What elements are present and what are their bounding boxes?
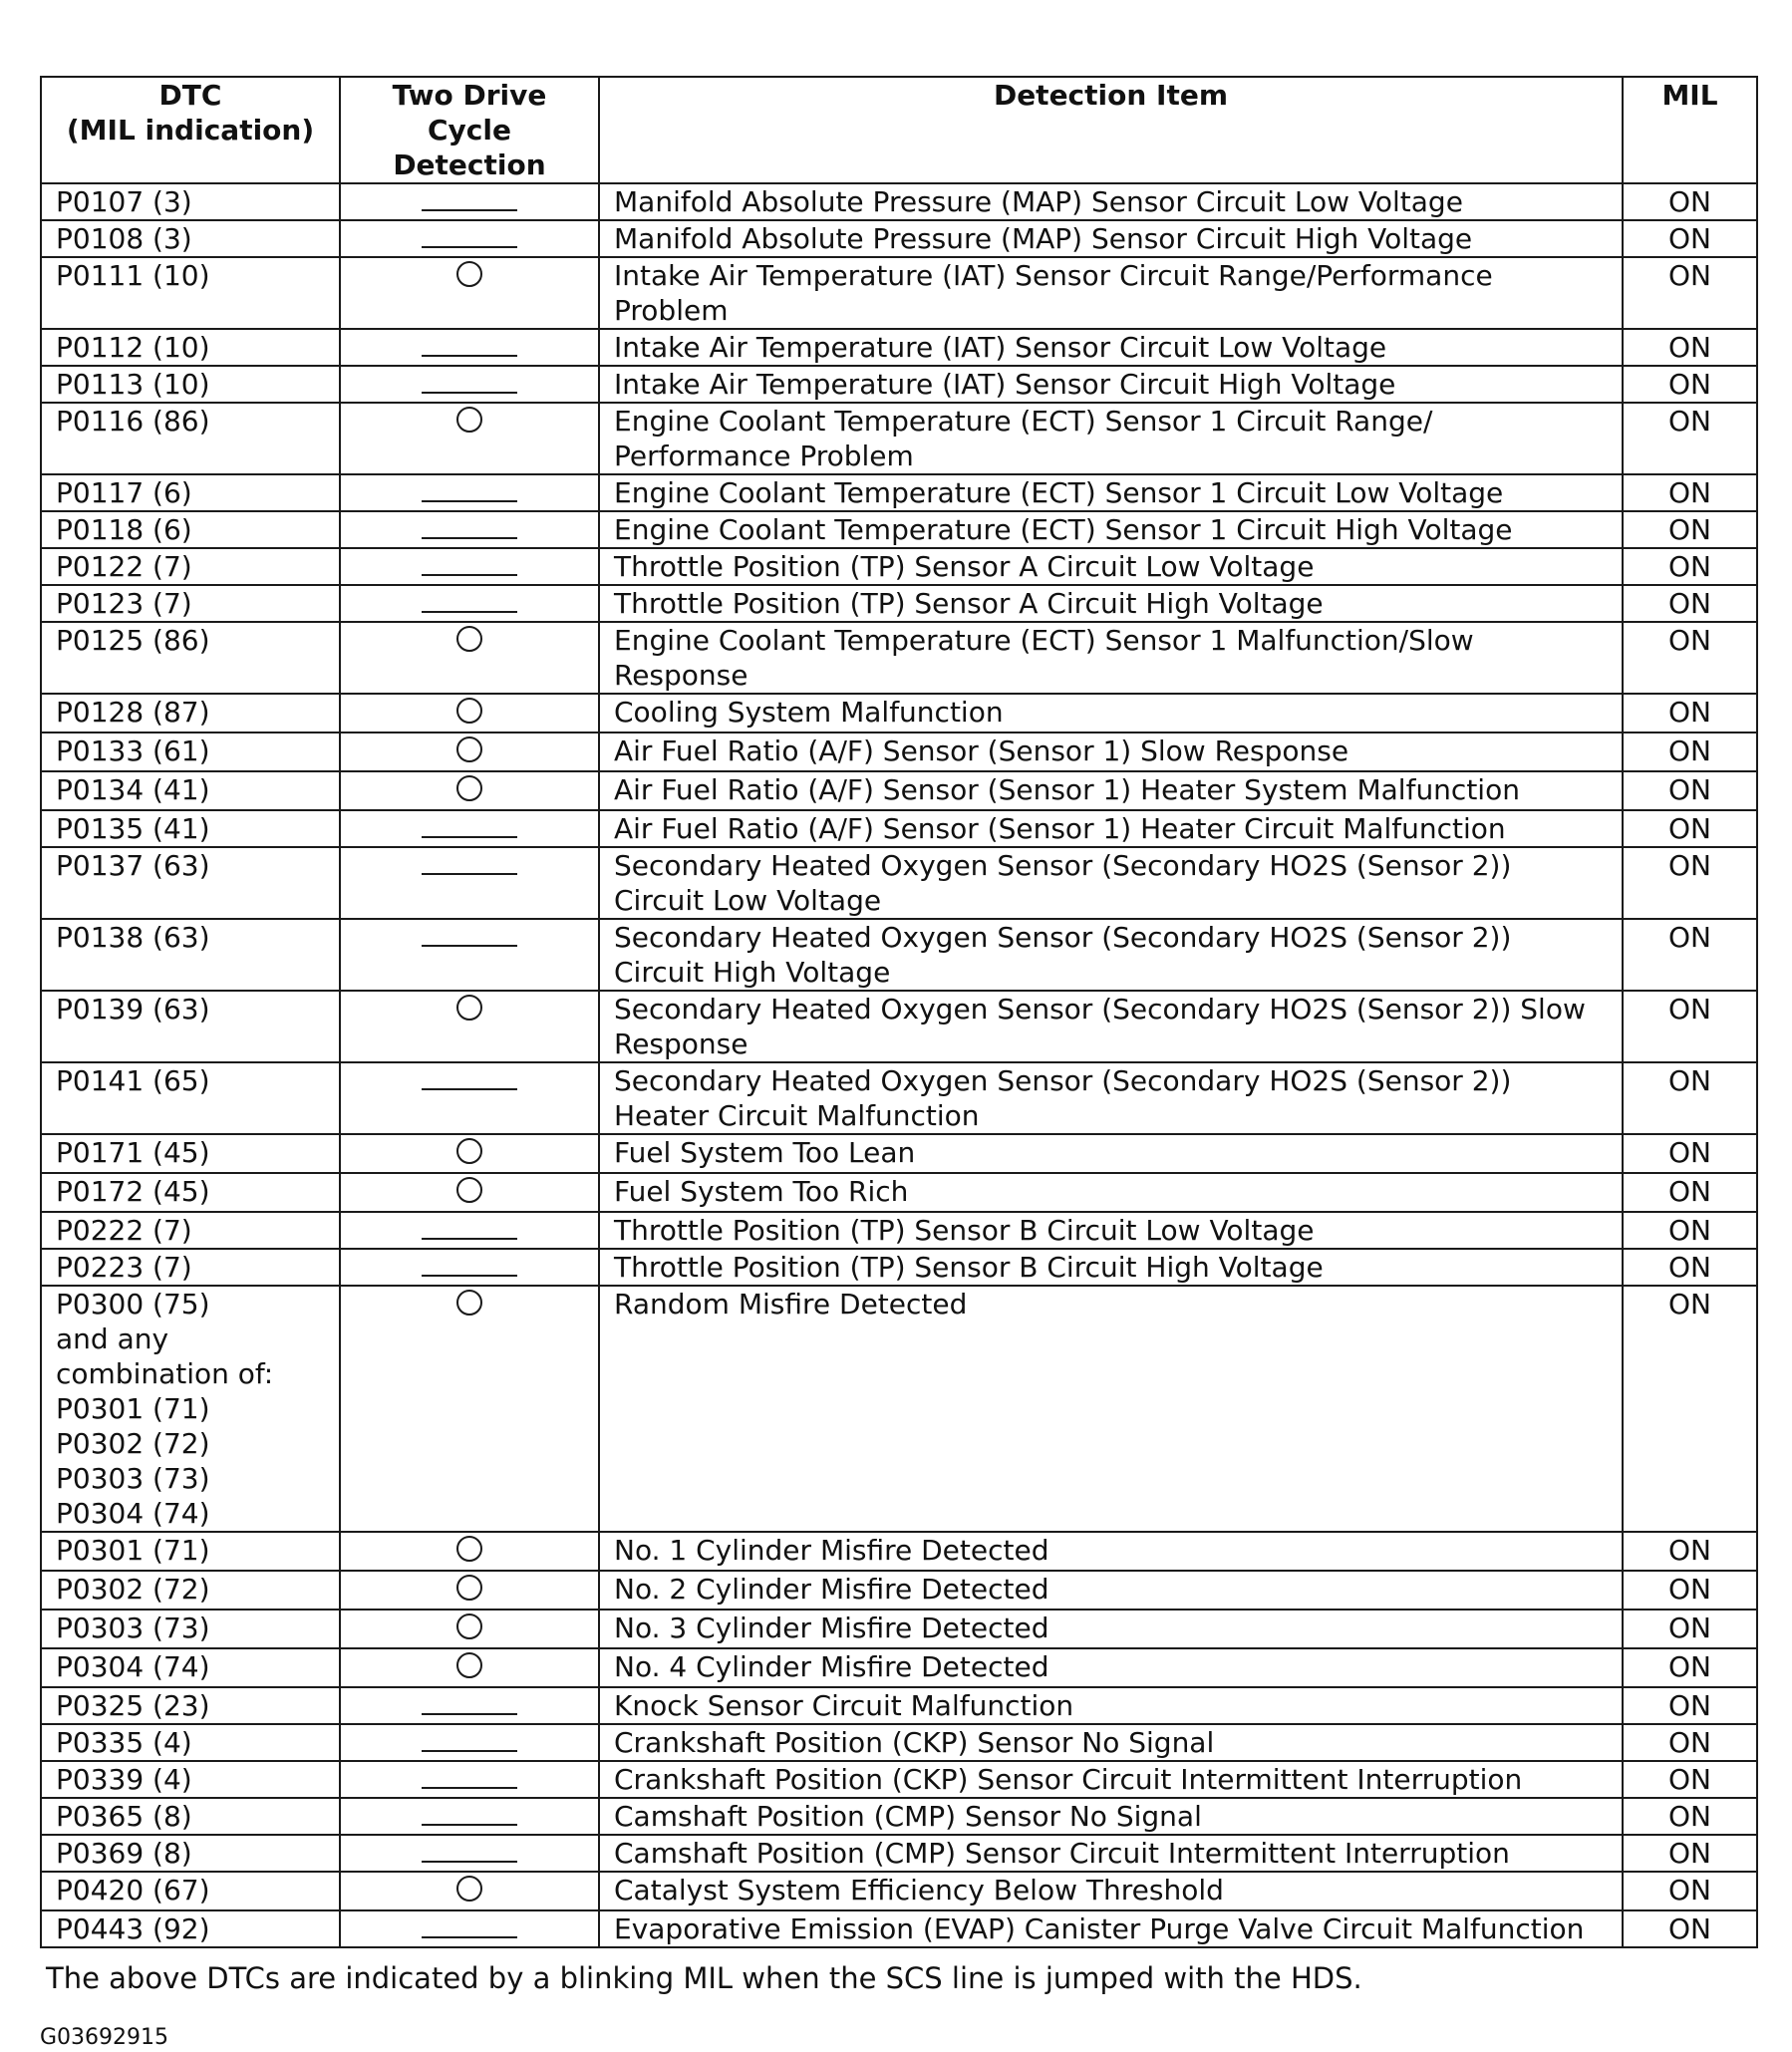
dtc-code: P0302 (72) xyxy=(56,1427,210,1460)
mil-cell: ON xyxy=(1623,1571,1757,1610)
circle-mark-icon xyxy=(456,1138,482,1164)
dtc-code: P0137 (63) xyxy=(56,849,210,882)
mil-cell: ON xyxy=(1623,1532,1757,1571)
dash-mark-icon xyxy=(422,1824,517,1826)
mil-cell: ON xyxy=(1623,329,1757,366)
dash-mark-icon xyxy=(422,1787,517,1789)
table-header-row xyxy=(41,77,1757,183)
dtc-cell xyxy=(41,1062,340,1134)
mil-cell: ON xyxy=(1623,1835,1757,1872)
table-row xyxy=(41,810,1757,847)
two-drive-cycle-cell xyxy=(340,548,599,585)
dtc-code: P0111 (10) xyxy=(56,259,210,292)
table-row xyxy=(41,1286,1757,1532)
dash-mark-icon xyxy=(422,1275,517,1277)
dash-mark-icon xyxy=(422,209,517,211)
mil-cell: ON xyxy=(1623,585,1757,622)
table-row xyxy=(41,1532,1757,1571)
dtc-cell xyxy=(41,1173,340,1212)
detection-item-cell: No. 1 Cylinder Misfire Detected xyxy=(599,1532,1623,1571)
circle-mark-icon xyxy=(456,1575,482,1601)
two-drive-cycle-cell xyxy=(340,1872,599,1910)
dtc-cell xyxy=(41,1249,340,1286)
two-drive-cycle-cell xyxy=(340,1798,599,1835)
header-dtc xyxy=(41,77,340,183)
two-drive-cycle-cell xyxy=(340,810,599,847)
table-row xyxy=(41,733,1757,771)
detection-item-cell: Air Fuel Ratio (A/F) Sensor (Sensor 1) Heater System Malfunction xyxy=(599,771,1623,810)
detection-item-cell: Air Fuel Ratio (A/F) Sensor (Sensor 1) Slow Response xyxy=(599,733,1623,771)
dtc-cell xyxy=(41,183,340,220)
two-drive-cycle-cell xyxy=(340,1761,599,1798)
table-row xyxy=(41,1724,1757,1761)
detection-item-cell: Engine Coolant Temperature (ECT) Sensor 1 Malfunction/Slow Response xyxy=(599,622,1623,694)
dash-mark-icon xyxy=(422,611,517,613)
dtc-code: P0128 (87) xyxy=(56,696,210,729)
mil-cell: ON xyxy=(1623,403,1757,474)
dash-mark-icon xyxy=(422,1238,517,1240)
table-row xyxy=(41,1249,1757,1286)
dash-mark-icon xyxy=(422,1713,517,1715)
table-row xyxy=(41,847,1757,919)
dash-mark-icon xyxy=(422,945,517,947)
detection-item-cell: Throttle Position (TP) Sensor A Circuit Low Voltage xyxy=(599,548,1623,585)
dtc-code: P0117 (6) xyxy=(56,476,192,509)
two-drive-cycle-cell xyxy=(340,1062,599,1134)
two-drive-cycle-cell xyxy=(340,1286,599,1532)
mil-cell: ON xyxy=(1623,511,1757,548)
detection-item-cell: Crankshaft Position (CKP) Sensor Circuit Intermittent Interruption xyxy=(599,1761,1623,1798)
dtc-cell xyxy=(41,991,340,1062)
dtc-code: P0112 (10) xyxy=(56,331,210,364)
mil-cell: ON xyxy=(1623,1648,1757,1687)
detection-item-cell: Intake Air Temperature (IAT) Sensor Circuit Low Voltage xyxy=(599,329,1623,366)
dtc-code: P0172 (45) xyxy=(56,1175,210,1208)
dash-mark-icon xyxy=(422,836,517,838)
table-row xyxy=(41,257,1757,329)
dtc-code: P0222 (7) xyxy=(56,1214,192,1247)
dtc-cell xyxy=(41,1212,340,1249)
two-drive-cycle-cell xyxy=(340,1134,599,1173)
dtc-code: and any xyxy=(56,1322,169,1355)
table-row xyxy=(41,1571,1757,1610)
table-row xyxy=(41,511,1757,548)
table-row xyxy=(41,220,1757,257)
dtc-code: P0335 (4) xyxy=(56,1726,192,1759)
dash-mark-icon xyxy=(422,1750,517,1752)
two-drive-cycle-cell xyxy=(340,403,599,474)
circle-mark-icon xyxy=(456,1613,482,1639)
table-row xyxy=(41,622,1757,694)
dtc-code: P0420 (67) xyxy=(56,1874,210,1906)
dtc-code: P0304 (74) xyxy=(56,1650,210,1683)
dtc-code: P0107 (3) xyxy=(56,185,192,218)
detection-item-cell: Manifold Absolute Pressure (MAP) Sensor Circuit High Voltage xyxy=(599,220,1623,257)
footnote: The above DTCs are indicated by a blinking MIL when the SCS line is jumped with the HDS. xyxy=(46,1961,1362,1995)
dtc-code: P0122 (7) xyxy=(56,550,192,583)
detection-item-cell: Knock Sensor Circuit Malfunction xyxy=(599,1687,1623,1724)
table-row xyxy=(41,694,1757,733)
mil-cell: ON xyxy=(1623,1134,1757,1173)
two-drive-cycle-cell xyxy=(340,220,599,257)
mil-cell: ON xyxy=(1623,1286,1757,1532)
dash-mark-icon xyxy=(422,355,517,357)
detection-item-cell: Camshaft Position (CMP) Sensor Circuit Intermittent Interruption xyxy=(599,1835,1623,1872)
dtc-code: P0141 (65) xyxy=(56,1064,210,1097)
circle-mark-icon xyxy=(456,1290,482,1316)
dtc-cell xyxy=(41,474,340,511)
circle-mark-icon xyxy=(456,407,482,433)
dtc-code: P0304 (74) xyxy=(56,1497,210,1530)
dtc-cell xyxy=(41,1648,340,1687)
dash-mark-icon xyxy=(422,1861,517,1863)
table-row xyxy=(41,1212,1757,1249)
detection-item-cell: Engine Coolant Temperature (ECT) Sensor 1 Circuit Low Voltage xyxy=(599,474,1623,511)
dtc-code: P0300 (75) xyxy=(56,1288,210,1320)
mil-cell: ON xyxy=(1623,847,1757,919)
dtc-code: P0301 (71) xyxy=(56,1392,210,1425)
dtc-cell xyxy=(41,1134,340,1173)
two-drive-cycle-cell xyxy=(340,733,599,771)
dtc-cell xyxy=(41,1798,340,1835)
dtc-code: P0339 (4) xyxy=(56,1763,192,1796)
mil-cell: ON xyxy=(1623,1761,1757,1798)
two-drive-cycle-cell xyxy=(340,919,599,991)
detection-item-cell: Cooling System Malfunction xyxy=(599,694,1623,733)
mil-cell: ON xyxy=(1623,1173,1757,1212)
dtc-code: P0369 (8) xyxy=(56,1837,192,1870)
dtc-code: P0303 (73) xyxy=(56,1462,210,1495)
circle-mark-icon xyxy=(456,736,482,762)
mil-cell: ON xyxy=(1623,694,1757,733)
table-row xyxy=(41,1872,1757,1910)
dtc-cell xyxy=(41,810,340,847)
dtc-code: P0135 (41) xyxy=(56,812,210,845)
dtc-code: P0113 (10) xyxy=(56,368,210,401)
detection-item-cell: Throttle Position (TP) Sensor B Circuit Low Voltage xyxy=(599,1212,1623,1249)
dtc-code: P0302 (72) xyxy=(56,1573,210,1606)
dtc-cell xyxy=(41,1724,340,1761)
mil-cell: ON xyxy=(1623,1249,1757,1286)
table-row xyxy=(41,1835,1757,1872)
detection-item-cell: Secondary Heated Oxygen Sensor (Secondary HO2S (Sensor 2)) Circuit Low Voltage xyxy=(599,847,1623,919)
dtc-cell xyxy=(41,694,340,733)
detection-item-cell: Air Fuel Ratio (A/F) Sensor (Sensor 1) Heater Circuit Malfunction xyxy=(599,810,1623,847)
dash-mark-icon xyxy=(422,500,517,502)
mil-cell: ON xyxy=(1623,183,1757,220)
detection-item-cell: Camshaft Position (CMP) Sensor No Signal xyxy=(599,1798,1623,1835)
detection-item-cell: Intake Air Temperature (IAT) Sensor Circuit High Voltage xyxy=(599,366,1623,403)
dtc-cell xyxy=(41,329,340,366)
mil-cell: ON xyxy=(1623,1872,1757,1910)
circle-mark-icon xyxy=(456,1876,482,1902)
table-row xyxy=(41,474,1757,511)
dtc-cell xyxy=(41,403,340,474)
two-drive-cycle-cell xyxy=(340,474,599,511)
dtc-cell xyxy=(41,1835,340,1872)
two-drive-cycle-cell xyxy=(340,1835,599,1872)
two-drive-cycle-cell xyxy=(340,694,599,733)
header-detection-item: Detection Item xyxy=(599,77,1623,183)
two-drive-cycle-cell xyxy=(340,183,599,220)
dtc-cell xyxy=(41,220,340,257)
circle-mark-icon xyxy=(456,261,482,287)
header-two-line2: Detection xyxy=(393,148,546,181)
two-drive-cycle-cell xyxy=(340,622,599,694)
two-drive-cycle-cell xyxy=(340,1532,599,1571)
mil-cell: ON xyxy=(1623,991,1757,1062)
mil-cell: ON xyxy=(1623,622,1757,694)
header-dtc-line1: DTC xyxy=(158,79,222,112)
dtc-code: P0133 (61) xyxy=(56,734,210,767)
dtc-document xyxy=(40,76,1756,2052)
dtc-cell xyxy=(41,1532,340,1571)
table-row xyxy=(41,548,1757,585)
header-dtc-line2: (MIL indication) xyxy=(66,114,315,147)
mil-cell: ON xyxy=(1623,1212,1757,1249)
table-row xyxy=(41,1910,1757,1947)
detection-item-cell: Catalyst System Efficiency Below Threshold xyxy=(599,1872,1623,1910)
detection-item-cell: Crankshaft Position (CKP) Sensor No Signal xyxy=(599,1724,1623,1761)
detection-item-cell: No. 4 Cylinder Misfire Detected xyxy=(599,1648,1623,1687)
dtc-code: combination of: xyxy=(56,1357,274,1390)
detection-item-cell: Intake Air Temperature (IAT) Sensor Circuit Range/Performance Problem xyxy=(599,257,1623,329)
detection-item-cell: No. 3 Cylinder Misfire Detected xyxy=(599,1610,1623,1648)
header-mil: MIL xyxy=(1623,77,1757,183)
table-row xyxy=(41,585,1757,622)
mil-cell: ON xyxy=(1623,771,1757,810)
mil-cell: ON xyxy=(1623,810,1757,847)
dash-mark-icon xyxy=(422,392,517,394)
dtc-cell xyxy=(41,919,340,991)
dtc-cell xyxy=(41,847,340,919)
two-drive-cycle-cell xyxy=(340,329,599,366)
table-row xyxy=(41,1610,1757,1648)
detection-item-cell: Engine Coolant Temperature (ECT) Sensor 1 Circuit High Voltage xyxy=(599,511,1623,548)
table-row xyxy=(41,329,1757,366)
circle-mark-icon xyxy=(456,626,482,652)
dash-mark-icon xyxy=(422,574,517,576)
two-drive-cycle-cell xyxy=(340,1212,599,1249)
mil-cell: ON xyxy=(1623,1610,1757,1648)
dtc-cell xyxy=(41,1910,340,1947)
detection-item-cell: No. 2 Cylinder Misfire Detected xyxy=(599,1571,1623,1610)
dtc-code: P0108 (3) xyxy=(56,222,192,255)
dtc-table xyxy=(40,76,1758,1948)
dtc-code: P0171 (45) xyxy=(56,1136,210,1169)
two-drive-cycle-cell xyxy=(340,511,599,548)
two-drive-cycle-cell xyxy=(340,847,599,919)
two-drive-cycle-cell xyxy=(340,585,599,622)
header-two-drive-cycle xyxy=(340,77,599,183)
two-drive-cycle-cell xyxy=(340,257,599,329)
detection-item-cell: Evaporative Emission (EVAP) Canister Purge Valve Circuit Malfunction xyxy=(599,1910,1623,1947)
table-row xyxy=(41,1648,1757,1687)
mil-cell: ON xyxy=(1623,548,1757,585)
dtc-code: P0139 (63) xyxy=(56,993,210,1026)
two-drive-cycle-cell xyxy=(340,1249,599,1286)
mil-cell: ON xyxy=(1623,257,1757,329)
mil-cell: ON xyxy=(1623,733,1757,771)
two-drive-cycle-cell xyxy=(340,1724,599,1761)
table-row xyxy=(41,1062,1757,1134)
dtc-code: P0365 (8) xyxy=(56,1800,192,1833)
table-row xyxy=(41,1134,1757,1173)
two-drive-cycle-cell xyxy=(340,991,599,1062)
dtc-code: P0303 (73) xyxy=(56,1612,210,1644)
table-row xyxy=(41,183,1757,220)
two-drive-cycle-cell xyxy=(340,1610,599,1648)
dash-mark-icon xyxy=(422,1088,517,1090)
table-row xyxy=(41,1761,1757,1798)
dtc-code: P0325 (23) xyxy=(56,1689,210,1722)
dtc-cell xyxy=(41,1761,340,1798)
dtc-cell xyxy=(41,733,340,771)
detection-item-cell: Engine Coolant Temperature (ECT) Sensor 1 Circuit Range/ Performance Problem xyxy=(599,403,1623,474)
circle-mark-icon xyxy=(456,1536,482,1562)
detection-item-cell: Secondary Heated Oxygen Sensor (Secondary HO2S (Sensor 2)) Heater Circuit Malfunction xyxy=(599,1062,1623,1134)
two-drive-cycle-cell xyxy=(340,1687,599,1724)
dtc-cell xyxy=(41,1687,340,1724)
table-row xyxy=(41,771,1757,810)
dtc-code: P0125 (86) xyxy=(56,624,210,657)
detection-item-cell: Fuel System Too Rich xyxy=(599,1173,1623,1212)
two-drive-cycle-cell xyxy=(340,1910,599,1947)
circle-mark-icon xyxy=(456,1177,482,1203)
header-two-line1: Two Drive Cycle xyxy=(392,79,547,147)
mil-cell: ON xyxy=(1623,366,1757,403)
detection-item-cell: Manifold Absolute Pressure (MAP) Sensor Circuit Low Voltage xyxy=(599,183,1623,220)
mil-cell: ON xyxy=(1623,1687,1757,1724)
dtc-code: P0223 (7) xyxy=(56,1251,192,1284)
two-drive-cycle-cell xyxy=(340,366,599,403)
dtc-code: P0301 (71) xyxy=(56,1534,210,1567)
dash-mark-icon xyxy=(422,537,517,539)
dtc-cell xyxy=(41,511,340,548)
table-row xyxy=(41,366,1757,403)
dtc-code: P0123 (7) xyxy=(56,587,192,620)
table-row xyxy=(41,1687,1757,1724)
two-drive-cycle-cell xyxy=(340,1173,599,1212)
dtc-cell xyxy=(41,622,340,694)
table-row xyxy=(41,919,1757,991)
circle-mark-icon xyxy=(456,995,482,1021)
two-drive-cycle-cell xyxy=(340,771,599,810)
dash-mark-icon xyxy=(422,1936,517,1938)
dash-mark-icon xyxy=(422,246,517,248)
mil-cell: ON xyxy=(1623,1910,1757,1947)
mil-cell: ON xyxy=(1623,220,1757,257)
detection-item-cell: Throttle Position (TP) Sensor A Circuit High Voltage xyxy=(599,585,1623,622)
dtc-cell xyxy=(41,1571,340,1610)
figure-id: G03692915 xyxy=(40,2025,169,2050)
mil-cell: ON xyxy=(1623,919,1757,991)
detection-item-cell: Fuel System Too Lean xyxy=(599,1134,1623,1173)
circle-mark-icon xyxy=(456,1652,482,1678)
circle-mark-icon xyxy=(456,775,482,801)
dtc-code: P0116 (86) xyxy=(56,405,210,438)
table-row xyxy=(41,991,1757,1062)
dtc-code: P0134 (41) xyxy=(56,773,210,806)
two-drive-cycle-cell xyxy=(340,1571,599,1610)
detection-item-cell: Throttle Position (TP) Sensor B Circuit High Voltage xyxy=(599,1249,1623,1286)
detection-item-cell: Secondary Heated Oxygen Sensor (Secondary HO2S (Sensor 2)) Slow Response xyxy=(599,991,1623,1062)
mil-cell: ON xyxy=(1623,474,1757,511)
detection-item-cell: Secondary Heated Oxygen Sensor (Secondary HO2S (Sensor 2)) Circuit High Voltage xyxy=(599,919,1623,991)
table-body xyxy=(41,183,1757,1947)
dtc-code: P0138 (63) xyxy=(56,921,210,954)
dtc-cell xyxy=(41,585,340,622)
table-row xyxy=(41,1798,1757,1835)
dtc-code: P0443 (92) xyxy=(56,1912,210,1945)
circle-mark-icon xyxy=(456,698,482,724)
mil-cell: ON xyxy=(1623,1798,1757,1835)
dtc-cell xyxy=(41,1286,340,1532)
dtc-cell xyxy=(41,548,340,585)
mil-cell: ON xyxy=(1623,1062,1757,1134)
dtc-cell xyxy=(41,257,340,329)
dtc-code: P0118 (6) xyxy=(56,513,192,546)
detection-item-cell: Random Misfire Detected xyxy=(599,1286,1623,1532)
dtc-cell xyxy=(41,366,340,403)
dtc-cell xyxy=(41,1872,340,1910)
table-row xyxy=(41,403,1757,474)
dtc-cell xyxy=(41,1610,340,1648)
table-row xyxy=(41,1173,1757,1212)
two-drive-cycle-cell xyxy=(340,1648,599,1687)
dash-mark-icon xyxy=(422,873,517,875)
mil-cell: ON xyxy=(1623,1724,1757,1761)
dtc-cell xyxy=(41,771,340,810)
